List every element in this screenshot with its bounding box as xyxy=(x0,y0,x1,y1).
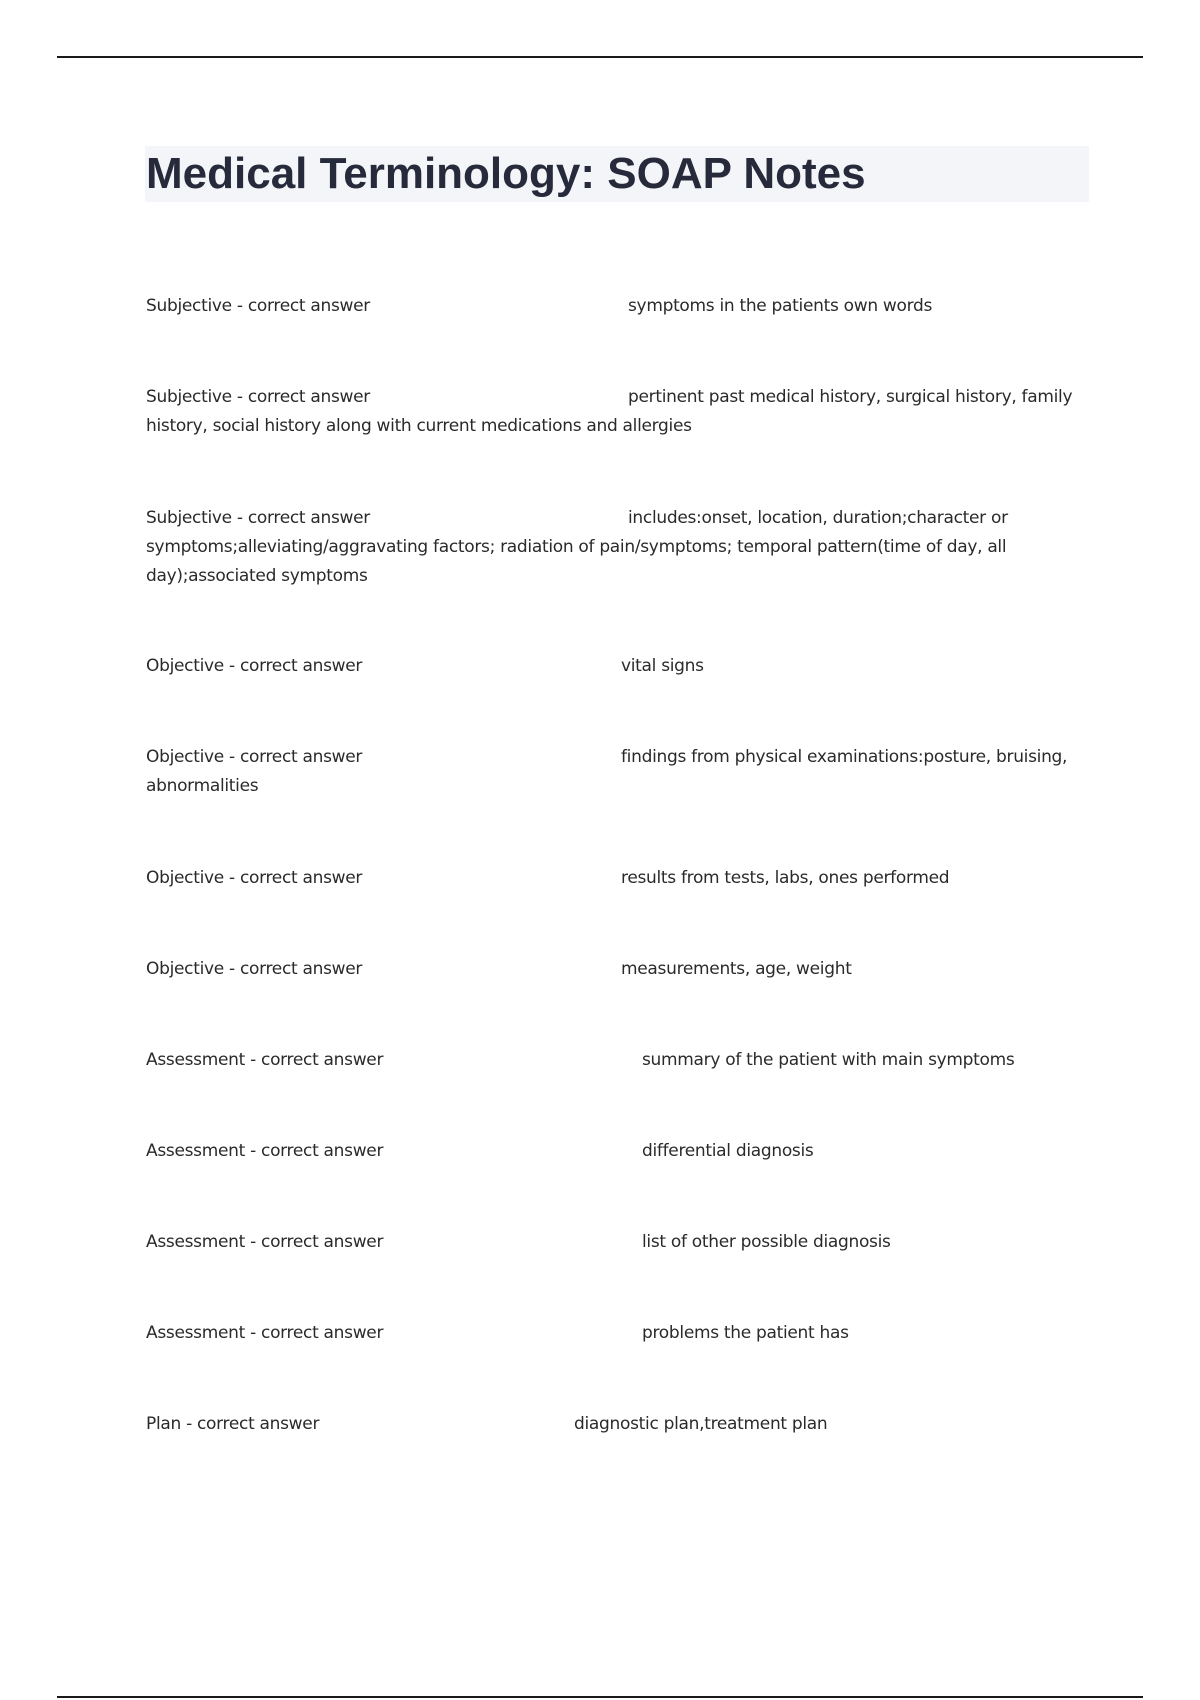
flashcard xyxy=(146,1228,1090,1257)
bottom-rule xyxy=(57,1696,1143,1698)
card-definition: vital signs xyxy=(621,656,704,676)
card-definition: measurements, age, weight xyxy=(621,959,852,979)
flashcard xyxy=(146,864,1090,893)
page-title: Medical Terminology: SOAP Notes xyxy=(146,149,866,198)
card-definition: findings from physical examinations:posture, bruising, abnormalities xyxy=(146,747,1068,796)
top-rule xyxy=(57,56,1143,58)
card-definition: diagnostic plan,treatment plan xyxy=(574,1414,828,1434)
flashcard xyxy=(146,1319,1090,1348)
card-definition: summary of the patient with main symptoms xyxy=(642,1050,1015,1070)
flashcard xyxy=(146,652,1090,681)
card-term: Assessment - correct answer xyxy=(146,1232,384,1252)
card-term: Subjective - correct answer xyxy=(146,387,370,407)
card-definition: includes:onset, location, duration;character or symptoms;alleviating/aggravating factors; radiation of pain/symptoms; temporal pattern(time of day, all day);associated symptoms xyxy=(146,508,1008,586)
card-term: Subjective - correct answer xyxy=(146,508,370,528)
card-term: Objective - correct answer xyxy=(146,656,363,676)
card-term: Objective - correct answer xyxy=(146,959,363,979)
card-definition: pertinent past medical history, surgical history, family history, social history along with current medications and allergies xyxy=(146,387,1073,436)
flashcard xyxy=(146,743,1090,801)
card-definition: differential diagnosis xyxy=(642,1141,814,1161)
card-term: Assessment - correct answer xyxy=(146,1050,384,1070)
flashcard xyxy=(146,955,1090,984)
card-definition: symptoms in the patients own words xyxy=(628,296,933,316)
card-definition: results from tests, labs, ones performed xyxy=(621,868,950,888)
flashcard xyxy=(146,1046,1090,1075)
card-definition: list of other possible diagnosis xyxy=(642,1232,891,1252)
card-term: Objective - correct answer xyxy=(146,747,363,767)
flashcard xyxy=(146,504,1090,591)
card-definition: problems the patient has xyxy=(642,1323,849,1343)
flashcard xyxy=(146,383,1090,441)
card-term: Subjective - correct answer xyxy=(146,296,370,316)
card-term: Assessment - correct answer xyxy=(146,1323,384,1343)
flashcard xyxy=(146,1137,1090,1166)
card-term: Assessment - correct answer xyxy=(146,1141,384,1161)
card-term: Objective - correct answer xyxy=(146,868,363,888)
card-term: Plan - correct answer xyxy=(146,1414,320,1434)
flashcard xyxy=(146,292,1090,321)
flashcard xyxy=(146,1410,1090,1439)
